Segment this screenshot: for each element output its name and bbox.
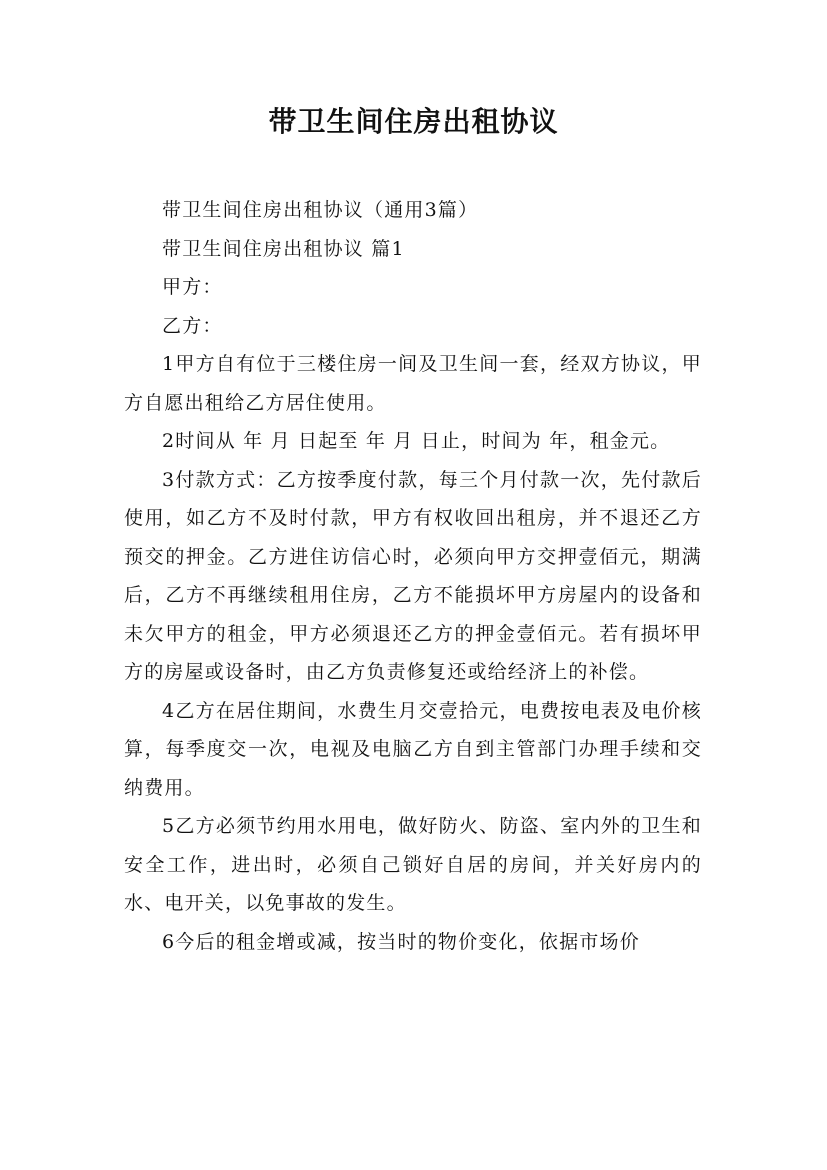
clause-3: 3付款方式：乙方按季度付款，每三个月付款一次，先付款后使用，如乙方不及时付款，甲方有权收回出租房，并不退还乙方预交的押金。乙方进住访信心时，必须向甲方交押壹佰元，期满后，乙方不再继续租用住房，乙方不能损坏甲方房屋内的设备和未欠甲方的租金，甲方必须退还乙方的押金壹佰元。若有损坏甲方的房屋或设备时，由乙方负责修复还或给经济上的补偿。: [124, 468, 702, 683]
document-title: 带卫生间住房出租协议: [268, 105, 559, 138]
clause-5: 5乙方必须节约用水用电，做好防火、防盗、室内外的卫生和安全工作，进出时，必须自己锁好自居的房间，并关好房内的水、电开关，以免事故的发生。: [124, 815, 702, 914]
section-heading: 带卫生间住房出租协议 篇1: [162, 237, 405, 260]
party-a-line: 甲方：: [162, 276, 223, 298]
clause-1: 1甲方自有位于三楼住房一间及卫生间一套，经双方协议，甲方自愿出租给乙方居住使用。: [124, 353, 702, 414]
document-body: [124, 191, 702, 961]
clause-2: 2时间从 年 月 日起至 年 月 日止，时间为 年，租金元。: [162, 430, 671, 452]
subtitle-paragraph: 带卫生间住房出租协议（通用3篇）: [162, 199, 479, 221]
party-b-line: 乙方：: [162, 314, 223, 337]
clause-6: 6今后的租金增或减，按当时的物价变化，依据市场价: [162, 930, 640, 953]
clause-4: 4乙方在居住期间，水费生月交壹拾元，电费按电表及电价核算，每季度交一次，电视及电脑乙方自到主管部门办理手续和交纳费用。: [124, 699, 702, 799]
